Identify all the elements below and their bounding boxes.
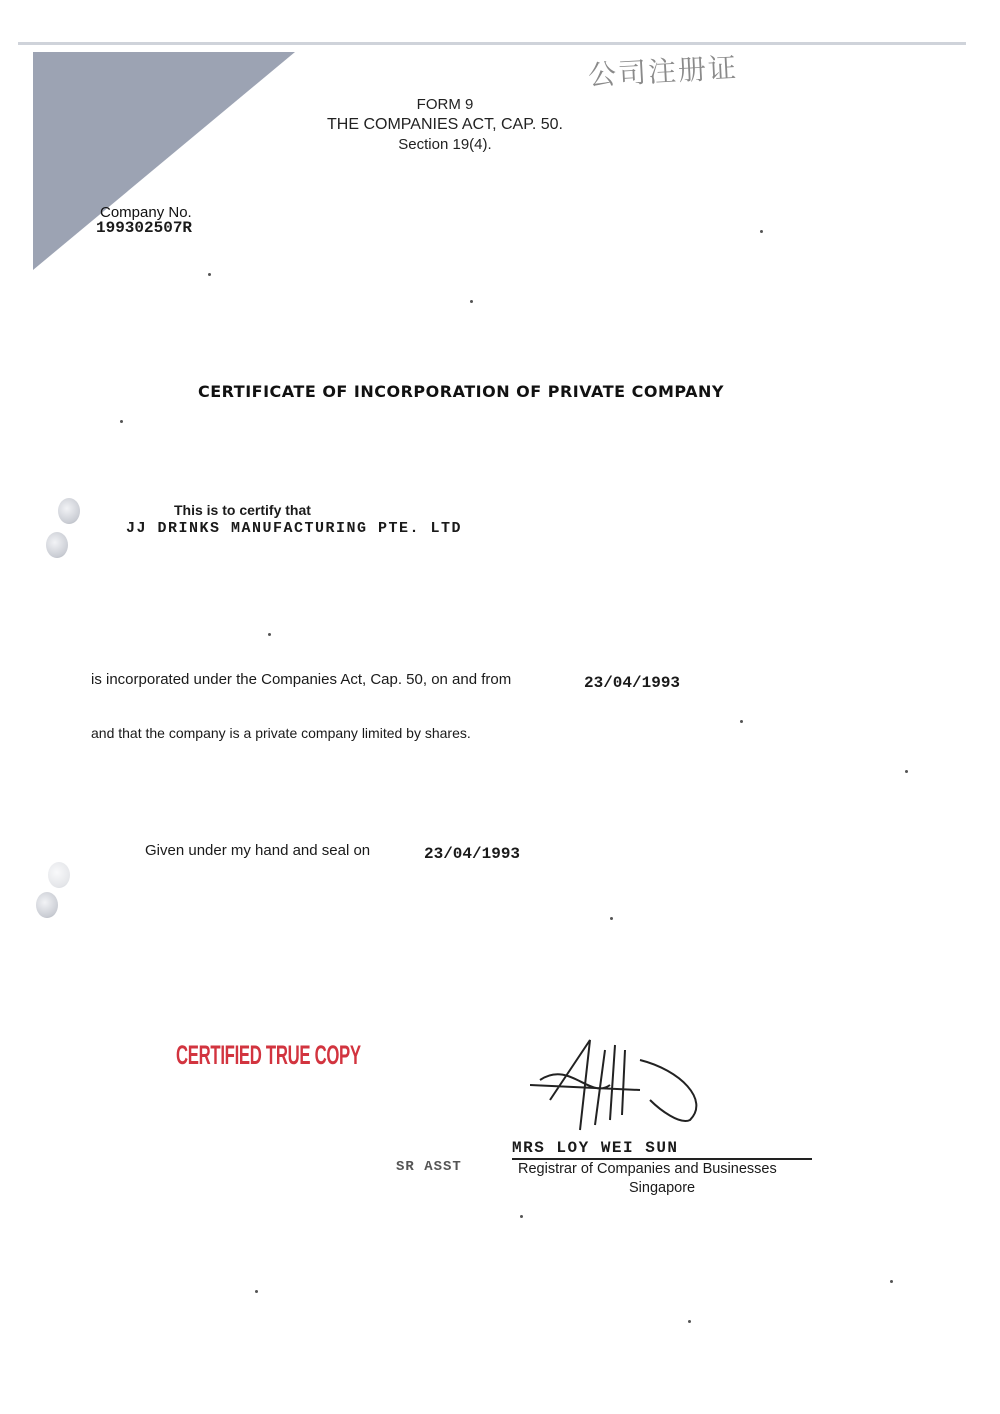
company-no-label: Company No. bbox=[100, 204, 192, 221]
form-header bbox=[300, 95, 590, 155]
form-number: FORM 9 bbox=[416, 96, 474, 113]
issuer-initials: SR ASST bbox=[396, 1159, 462, 1175]
private-company-text: and that the company is a private company limited by shares. bbox=[91, 725, 471, 741]
scan-speck bbox=[740, 720, 743, 723]
punch-hole-1 bbox=[58, 498, 80, 524]
incorporation-date: 23/04/1993 bbox=[584, 674, 681, 692]
corner-decoration bbox=[33, 52, 295, 270]
registrar-signature bbox=[530, 1030, 720, 1150]
certified-true-copy-stamp: CERTIFIED TRUE COPY bbox=[176, 1040, 361, 1070]
scan-speck bbox=[688, 1320, 691, 1323]
company-no-value: 199302507R bbox=[96, 219, 193, 237]
scan-speck bbox=[520, 1215, 523, 1218]
punch-hole-3 bbox=[48, 862, 70, 888]
certificate-title: CERTIFICATE OF INCORPORATION OF PRIVATE COMPANY bbox=[198, 382, 724, 401]
incorporated-text: is incorporated under the Companies Act, Cap. 50, on and from bbox=[91, 671, 512, 688]
punch-hole-2 bbox=[46, 532, 68, 558]
company-name: JJ DRINKS MANUFACTURING PTE. LTD bbox=[126, 520, 463, 537]
handwritten-note: 公司注册证 bbox=[587, 51, 739, 92]
given-text: Given under my hand and seal on bbox=[145, 842, 371, 859]
signature-line bbox=[512, 1158, 812, 1160]
registrar-name: MRS LOY WEI SUN bbox=[512, 1139, 679, 1157]
scan-speck bbox=[905, 770, 908, 773]
registrar-location: Singapore bbox=[629, 1180, 696, 1196]
punch-hole-4 bbox=[36, 892, 58, 918]
given-date: 23/04/1993 bbox=[424, 845, 521, 863]
certify-intro: This is to certify that bbox=[174, 502, 311, 518]
scan-speck bbox=[255, 1290, 258, 1293]
scan-speck bbox=[120, 420, 123, 423]
scan-speck bbox=[268, 633, 271, 636]
form-act: THE COMPANIES ACT, CAP. 50. bbox=[327, 116, 563, 133]
form-section: Section 19(4). bbox=[398, 136, 492, 153]
scan-top-border bbox=[18, 42, 966, 45]
scan-speck bbox=[208, 273, 211, 276]
scan-speck bbox=[890, 1280, 893, 1283]
scan-speck bbox=[760, 230, 763, 233]
registrar-title: Registrar of Companies and Businesses bbox=[518, 1161, 777, 1177]
scan-speck bbox=[470, 300, 473, 303]
scan-speck bbox=[610, 917, 613, 920]
